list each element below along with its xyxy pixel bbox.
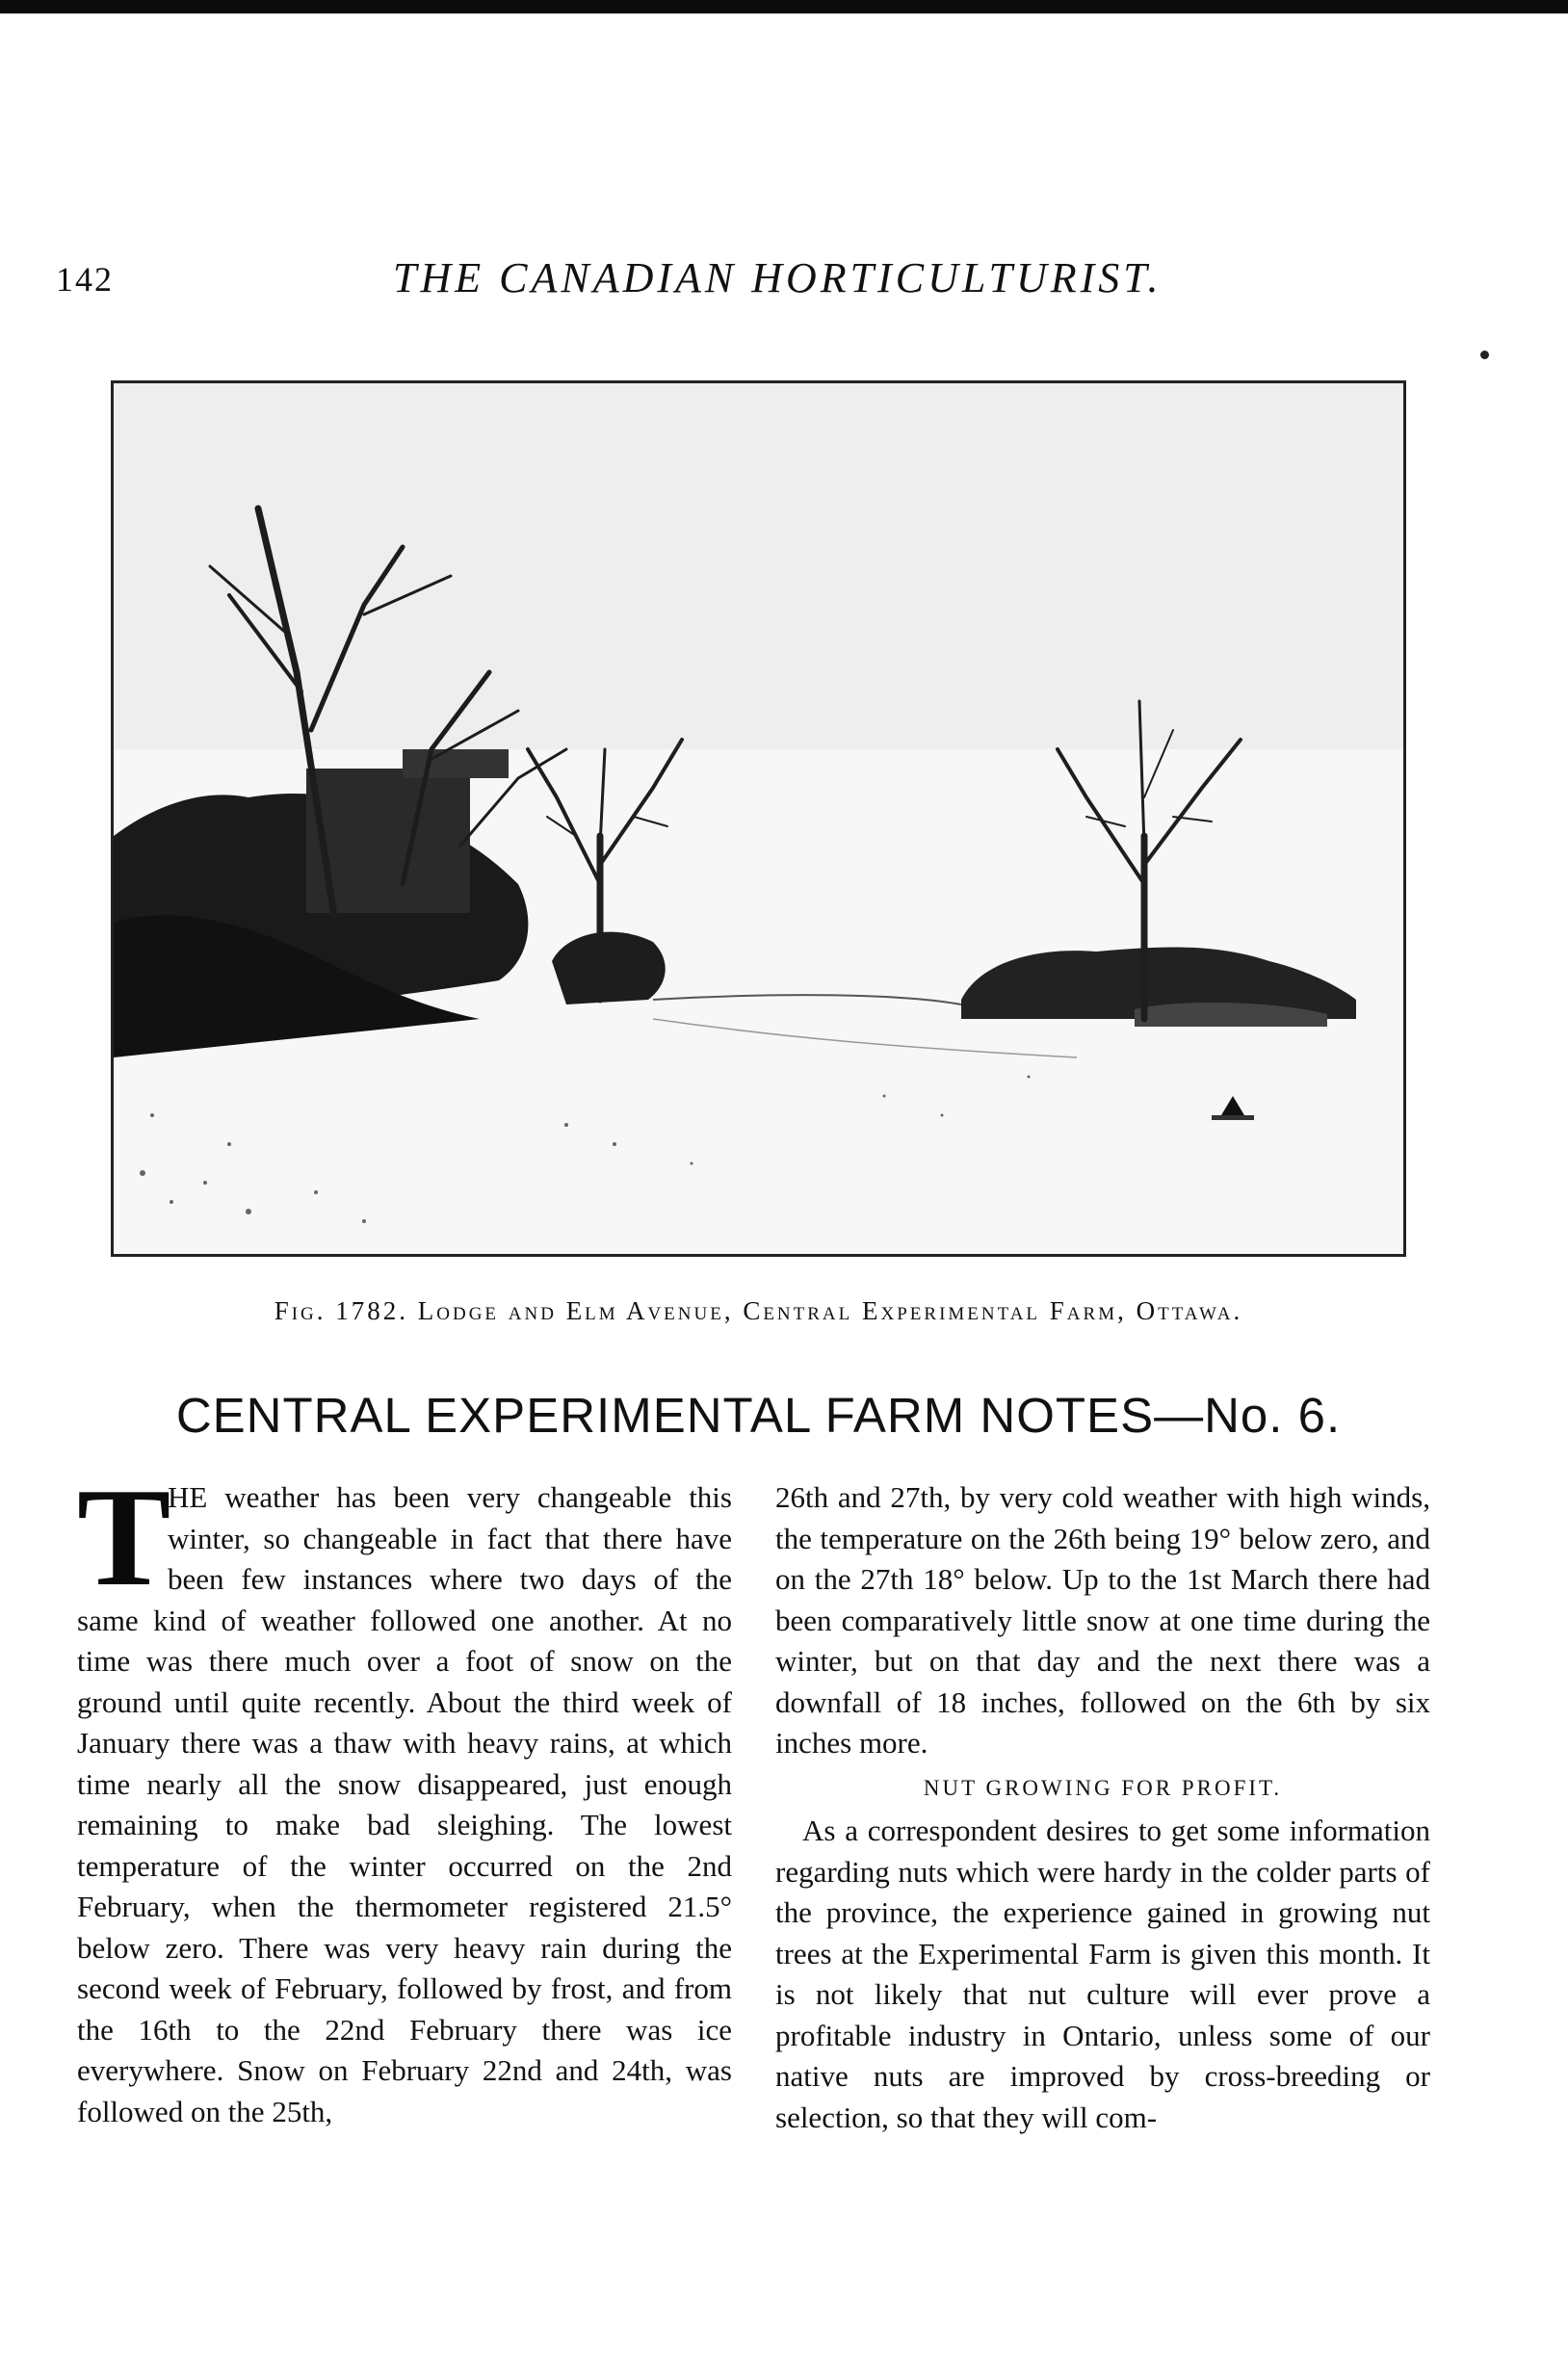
left-column-paragraph: HE weather has been very changeable this winter, so changeable in fact that there have been few instances where two days of the same kind of weather followed one another. At no time was there much over a foot of snow on the ground until quite recently. About the third week of January there was a thaw with heavy rains, at which time nearly all the snow disappeared, just enough remaining to make bad sleighing. The lowest temperature of the winter occurred on the 2nd February, when the thermometer registered 21.5° below zero. There was very heavy rain during the second week of February, followed by frost, and from the 16th to the 22nd February there was ice everywhere. Snow on February 22nd and 24th, was followed on the 25th,	[77, 1480, 732, 2128]
section-subheading: NUT GROWING FOR PROFIT.	[923, 1775, 1283, 1800]
running-title: THE CANADIAN HORTICULTURIST.	[393, 254, 1163, 301]
figure-photograph	[111, 380, 1406, 1257]
ink-speck	[1480, 351, 1489, 359]
page-header	[56, 246, 1424, 303]
winter-scene-illustration	[114, 383, 1403, 1254]
drop-cap-letter: T	[77, 1459, 171, 1615]
top-page-border	[0, 0, 1568, 13]
page-number: 142	[56, 260, 114, 299]
right-column-paragraph: 26th and 27th, by very cold weather with high winds, the temperature on the 26th being 19° below zero, and on the 27th 18° below. Up to the 1st March there had been comparatively little snow at one time during the winter, but on that day and the next there was a downfall of 18 inches, followed on the 6th by six inches more.	[775, 1480, 1430, 1760]
article-title: CENTRAL EXPERIMENTAL FARM NOTES—No. 6.	[175, 1388, 1342, 1443]
figure-caption: Fig. 1782. Lodge and Elm Avenue, Central Experimental Farm, Ottawa.	[274, 1296, 1243, 1325]
right-column	[775, 1477, 1430, 2138]
right-column-paragraph-2: As a correspondent desires to get some information regarding nuts which were hardy in the colder parts of the province, the experience gained in growing nut trees at the Experimental Farm is given this month. It is not likely that nut culture will ever prove a profitable industry in Ontario, unless some of our native nuts are improved by cross-breeding or selection, so that they will com-	[775, 1813, 1430, 2134]
left-column	[77, 1459, 732, 2132]
